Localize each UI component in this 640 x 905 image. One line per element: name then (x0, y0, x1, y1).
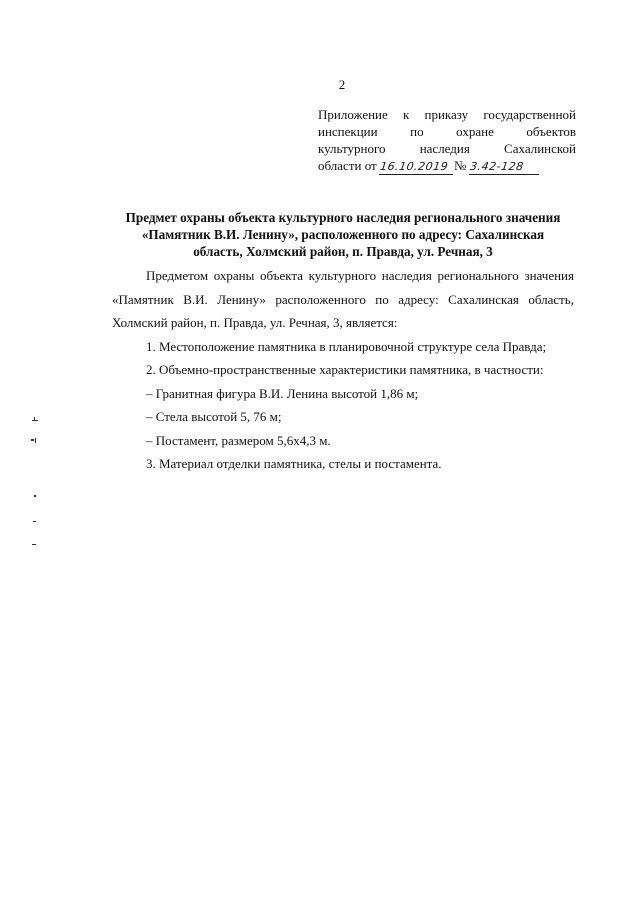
title-line-2: «Памятник В.И. Ленину», расположенного по адресу: Сахалинская (141, 227, 545, 242)
title-line-3: область, Холмский район, п. Правда, ул. Речная, 3 (193, 244, 493, 259)
number-label: № (453, 158, 467, 173)
document-body (112, 264, 574, 476)
appendix-header (318, 106, 576, 175)
appendix-date-prefix: области от (318, 158, 377, 173)
appendix-line-2: инспекции по охране объектов (318, 124, 576, 139)
item-2-pedestal: – Постамент, размером 5,6х4,3 м. (146, 432, 331, 448)
appendix-line-1: Приложение к приказу государственной (318, 107, 576, 122)
scan-speck (35, 438, 36, 443)
item-2-stele: – Стела высотой 5, 76 м; (146, 409, 282, 424)
handwritten-order-number: 3.42-128 (469, 160, 541, 175)
appendix-line-3: культурного наследия Сахалинской (318, 141, 576, 156)
item-2: 2. Объемно-пространственные характеристики памятника, в частности: (146, 362, 544, 377)
document-title (108, 209, 578, 260)
item-1: 1. Местоположение памятника в планировочной структуре села Правда; (146, 338, 547, 354)
appendix-line-4 (318, 157, 576, 175)
title-line-1: Предмет охраны объекта культурного наследия регионального значения (125, 210, 561, 225)
intro-paragraph: Предметом охраны объекта культурного наследия регионального значения «Памятник В.И. Ленину» расположенного по адресу: Сахалинская область, Холмский район, п. Правда, ул. Речная, 3, является: (112, 268, 574, 330)
scan-speck (34, 495, 36, 497)
item-3: 3. Материал отделки памятника, стелы и постамента. (146, 456, 442, 471)
page-number: 2 (338, 77, 346, 92)
scan-speck (32, 544, 36, 545)
item-2-granite-figure: – Гранитная фигура В.И. Ленина высотой 1,86 м; (146, 385, 419, 401)
handwritten-date: 16.10.2019 (379, 160, 455, 175)
scan-speck (33, 521, 36, 522)
scan-speck (32, 420, 38, 421)
scan-margin-marks (28, 400, 42, 560)
scan-speck (31, 439, 34, 441)
scan-speck (34, 417, 35, 421)
